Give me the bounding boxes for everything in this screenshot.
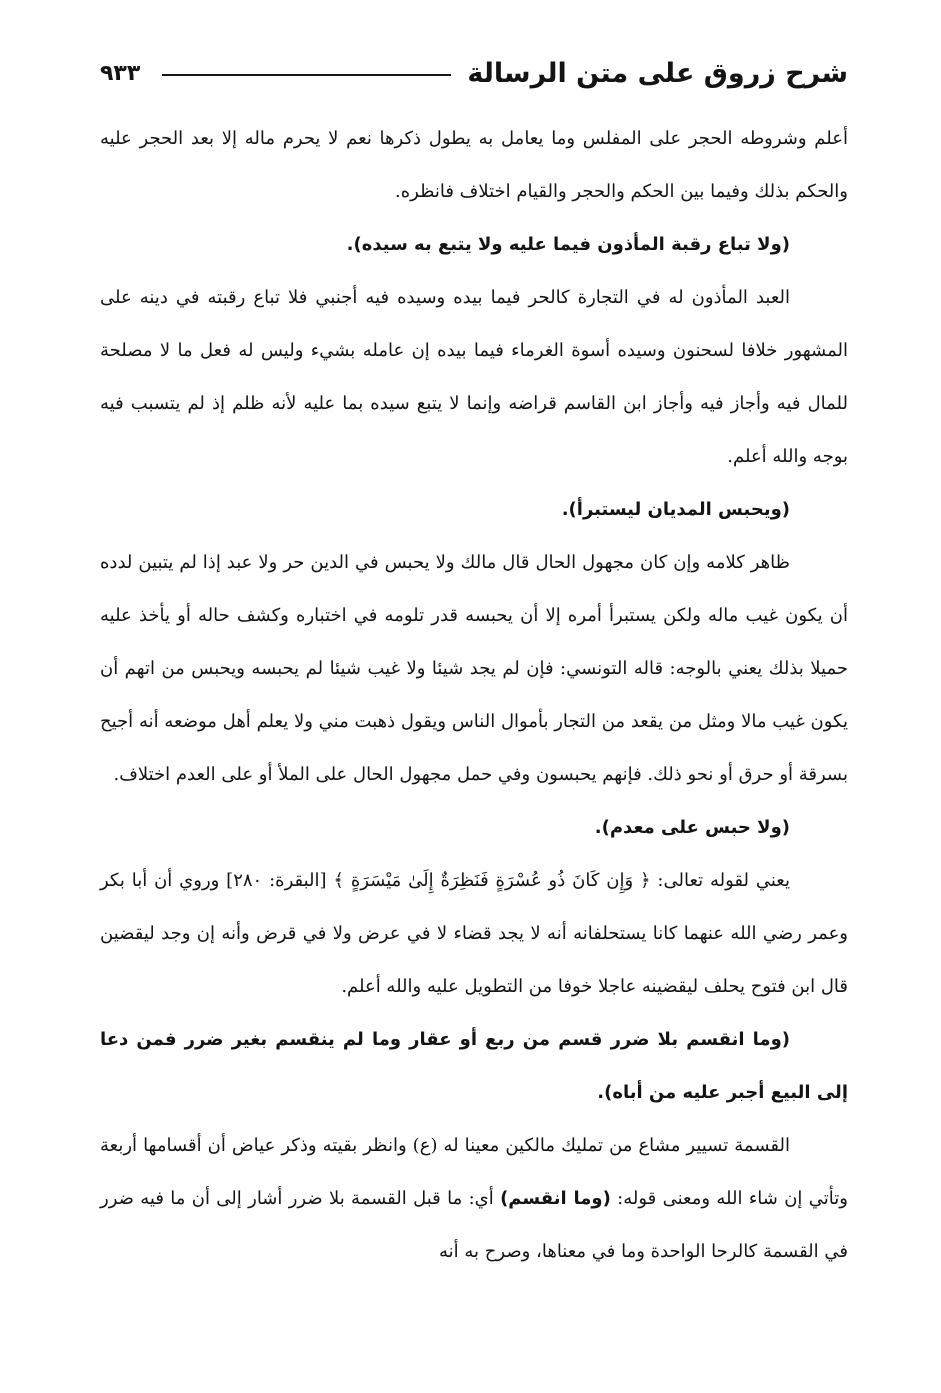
matn-heading-insolvent: (ولا حبس على معدم). xyxy=(594,817,790,838)
page-body xyxy=(100,112,848,1278)
paragraph-mathun: العبد المأذون له في التجارة كالحر فيما بيده وسيده فيه أجنبي فلا تباع رقبته في دينه على المشهور خلافا لسحنون وسيده أسوة الغرماء فيما بيده إن عامله بشيء وليس له فعل ما لا مصلحة للمال فيه وأجاز فيه وأجاز ابن القاسم قراضه وإنما لا يتبع سيده بما عليه لأنه ظلم إذ لم يتسبب فيه بوجه والله أعلم. xyxy=(100,287,848,467)
header-rule xyxy=(162,74,451,76)
running-header xyxy=(100,50,848,96)
paragraph-division xyxy=(100,1119,848,1278)
quoted-phrase: (وما انقسم) xyxy=(500,1188,611,1209)
matn-heading-mathun: (ولا تباع رقبة المأذون فيما عليه ولا يتبع به سيده). xyxy=(346,234,790,255)
paragraph-intro: أعلم وشروطه الحجر على المفلس وما يعامل به يطول ذكرها نعم لا يحرم ماله إلا بعد الحجر عليه والحكم بذلك وفيما بين الحكم والحجر والقيام اختلاف فانظره. xyxy=(100,128,848,202)
paragraph-division-continued: أي: ما قبل القسمة بلا ضرر أشار إلى أن ما فيه ضرر في القسمة كالرحا الواحدة وما في معناها، وصرح به أنه xyxy=(100,1188,848,1262)
paragraph-insolvent: يعني لقوله تعالى: ﴿ وَإِن كَانَ ذُو عُسْرَةٍ فَنَظِرَةٌ إِلَىٰ مَيْسَرَةٍ ﴾ [البقرة: ٢٨٠] وروي أن أبا بكر وعمر رضي الله عنهما كانا يستحلفانه أنه لا يجد قضاء لا في عرض ولا في قرض وأنه إن وجد ليقضين قال ابن فتوح يحلف ليقضينه عاجلا خوفا من التطويل عليه والله أعلم. xyxy=(100,870,848,997)
running-title: شرح زروق على متن الرسالة xyxy=(467,57,848,89)
paragraph-division-text: القسمة تسيير مشاع من تمليك مالكين معينا له (ع) وانظر بقيته وذكر عياض أن أقسامها أربعة وتأتي إن شاء الله ومعنى قوله: xyxy=(100,1135,848,1209)
paragraph-debtor: ظاهر كلامه وإن كان مجهول الحال قال مالك ولا يحبس في الدين حر ولا عبد إذا لم يتبين لدده أن يكون غيب ماله ولكن يستبرأ أمره إلا أن يحبسه قدر تلومه في اختباره وكشف حاله أو يأخذ عليه حميلا بذلك يعني بالوجه: قاله التونسي: فإن لم يجد شيئا ولا غيب شيئا لم يحبسه ويحبس من اتهم أن يكون غيب مالا ومثل من يقعد من التجار بأموال الناس ويقول ذهبت مني ولا يعلم أهل موضعه أنه أجيح بسرقة أو حرق أو نحو ذلك. فإنهم يحبسون وفي حمل مجهول الحال على الملأ أو على العدم اختلاف. xyxy=(100,552,848,785)
matn-heading-debtor: (ويحبس المديان ليستبرأ). xyxy=(561,499,790,520)
matn-heading-division: (وما انقسم بلا ضرر قسم من ربع أو عقار وما لم ينقسم بغير ضرر فمن دعا إلى البيع أجبر عليه من أباه). xyxy=(100,1029,848,1103)
page-number: ٩٣٣ xyxy=(100,60,141,86)
